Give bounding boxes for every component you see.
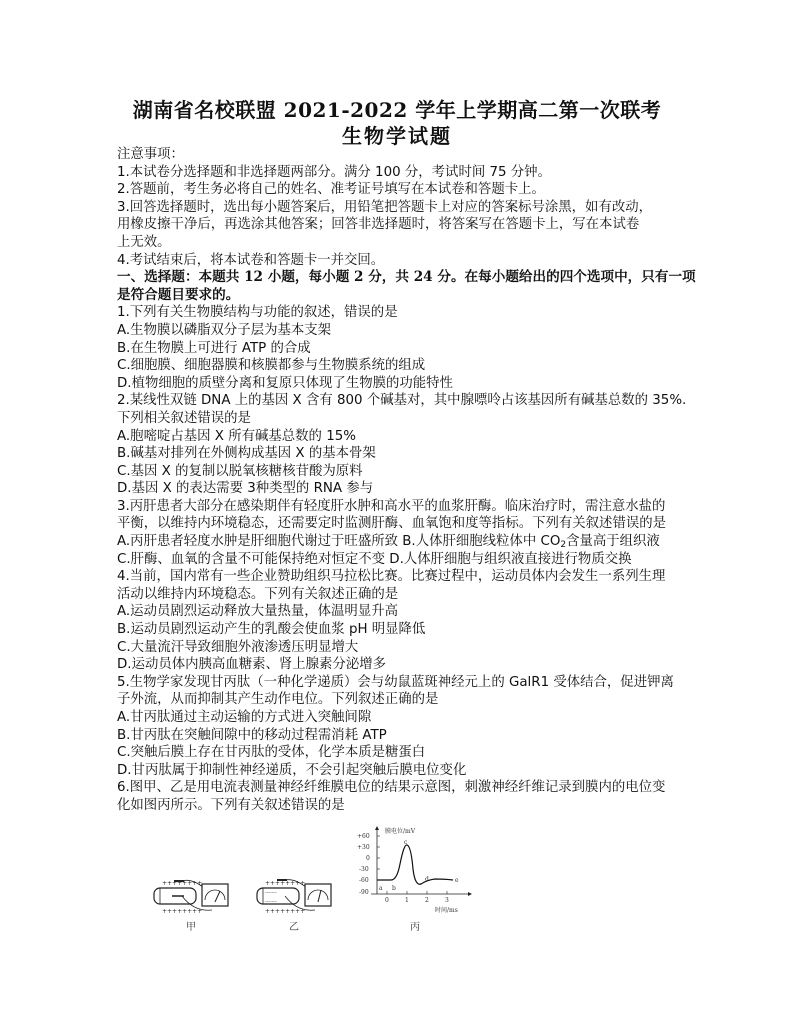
option-b: B.在生物膜上可进行 ATP 的合成 (117, 340, 311, 356)
svg-text:0: 0 (385, 897, 389, 904)
options-row-cd: C.肝酶、血氧的含量不可能保持绝对恒定不变 D.人体肝细胞与组织液直接进行物质交换 (117, 551, 632, 567)
figure-row (0, 818, 794, 938)
svg-text:0: 0 (366, 855, 370, 862)
option-d: D.运动员体内胰高血糖素、肾上腺素分泌增多 (117, 657, 386, 673)
nerve-fiber-galvanometer-diagram-jia (152, 876, 232, 916)
option-d: D.基因 X 的表达需要 3种类型的 RNA 参与 (117, 481, 374, 497)
membrane-potential-chart (355, 824, 475, 914)
svg-text:e: e (455, 877, 459, 884)
notice-item: 上无效。 (117, 234, 171, 250)
svg-text:-60: -60 (359, 877, 369, 884)
svg-text:-------: ------- (265, 899, 277, 905)
option-c: C.基因 X 的复制以脱氧核糖核苷酸为原料 (117, 463, 363, 479)
option-d: D.植物细胞的质壁分离和复原只体现了生物膜的功能特性 (117, 375, 453, 391)
svg-text:-30: -30 (359, 866, 369, 873)
option-a: A.胞嘧啶占基因 X 所有碱基总数的 15% (117, 428, 356, 444)
svg-text:时间/ms: 时间/ms (435, 907, 458, 914)
question-stem: 4.当前，国内常有一些企业赞助组织马拉松比赛。比赛过程中，运动员体内会发生一系列生理 (117, 569, 666, 585)
notice-item: 1.本试卷分选择题和非选择题两部分。满分 100 分，考试时间 75 分钟。 (117, 164, 551, 180)
svg-text:膜电位/mV: 膜电位/mV (385, 828, 416, 835)
svg-text:1: 1 (405, 897, 409, 904)
notice-heading: 注意事项： (117, 147, 184, 162)
section-heading: 一、选择题：本题共 12 小题，每小题 2 分，共 24 分。在每小题给出的四个选项中，只有一项 (117, 269, 696, 286)
question-stem: 6.图甲、乙是用电流表测量神经纤维膜电位的结果示意图，刺激神经纤维记录到膜内的电位变 (117, 780, 666, 796)
notice-item: 2.答题前，考生务必将自己的姓名、准考证号填写在本试卷和答题卡上。 (117, 182, 545, 198)
notice-item: 4.考试结束后，将本试卷和答题卡一并交回。 (117, 252, 385, 268)
svg-text:++++++++: ++++++++ (265, 880, 306, 887)
nerve-fiber-galvanometer-diagram-yi (255, 876, 335, 916)
option-a: A.甘丙肽通过主动运输的方式进入突触间隙 (117, 710, 372, 725)
options-ab-text: A.丙肝患者轻度水肿是肝细胞代谢过于旺盛所致 B.人体肝细胞线粒体中 CO (117, 534, 561, 550)
option-b: B.运动员剧烈运动产生的乳酸会使血浆 pH 明显降低 (117, 622, 426, 638)
option-b: B.碱基对排列在外侧构成基因 X 的基本骨架 (117, 446, 376, 462)
question-stem-cont: 活动以维持内环境稳态。下列有关叙述正确的是 (117, 586, 399, 602)
svg-text:++++++++: ++++++++ (162, 908, 203, 915)
subscript: 2 (560, 540, 567, 551)
svg-text:-------: ------- (265, 890, 277, 896)
question-stem: 3.丙肝患者大部分在感染期伴有轻度肝水肿和高水平的血浆肝酶。临床治疗时，需注意水盐的 (117, 498, 666, 514)
options-row-ab (117, 533, 692, 551)
question-stem: 2.某线性双链 DNA 上的基因 X 含有 800 个碱基对，其中腺嘌呤占该基因所有碱基总数的 35%. (117, 393, 687, 409)
option-c: C.突触后膜上存在甘丙肽的受体，化学本质是糖蛋白 (117, 745, 426, 761)
svg-text:+60: +60 (357, 833, 370, 840)
svg-text:3: 3 (445, 897, 449, 904)
paper-title: 湖南省名校联盟 2021-2022 学年上学期高二第一次联考 (132, 98, 662, 122)
svg-text:-90: -90 (359, 889, 369, 896)
question-stem-cont: 化如图丙所示。下列有关叙述错误的是 (117, 797, 345, 813)
notice-item: 用橡皮擦干净后，再选涂其他答案；回答非选择题时，将答案写在答题卡上，写在本试卷 (117, 217, 640, 233)
option-c: C.细胞膜、细胞器膜和核膜都参与生物膜系统的组成 (117, 358, 426, 374)
paper-subtitle: 生物学试题 (342, 124, 452, 148)
option-a: A.运动员剧烈运动释放大量热量，体温明显升高 (117, 604, 398, 620)
question-stem-cont: 平衡，以维持内环境稳态，还需要定时监测肝酶、血氧饱和度等指标。下列有关叙述错误的是 (117, 516, 667, 532)
svg-text:c: c (404, 839, 408, 846)
question-stem-cont: 子外流，从而抑制其产生动作电位。下列叙述正确的是 (117, 692, 439, 708)
figure-label-jia: 甲 (186, 922, 196, 933)
figure-label-yi: 乙 (289, 922, 299, 933)
option-a: A.生物膜以磷脂双分子层为基本支架 (117, 322, 332, 338)
figure-label-bing: 丙 (410, 922, 420, 933)
question-stem-cont: 下列相关叙述错误的是 (117, 410, 251, 426)
question-stem: 5.生物学家发现甘丙肽（一种化学递质）会与幼鼠蓝斑神经元上的 GalR1 受体结合，促进钾离 (117, 674, 674, 690)
svg-text:+30: +30 (357, 844, 370, 851)
svg-text:2: 2 (425, 897, 429, 904)
option-b: B.甘丙肽在突触间隙中的移动过程需消耗 ATP (117, 727, 387, 743)
svg-text:++++++++: ++++++++ (265, 908, 306, 915)
svg-text:++++++++: ++++++++ (162, 880, 203, 887)
section-heading-cont: 是符合题目要求的。 (117, 286, 240, 303)
svg-text:a: a (379, 885, 383, 892)
options-ab-text-end: 含量高于组织液 (566, 534, 660, 550)
question-stem: 1.下列有关生物膜结构与功能的叙述，错误的是 (117, 305, 398, 321)
option-d: D.甘丙肽属于抑制性神经递质，不会引起突触后膜电位变化 (117, 762, 467, 778)
svg-text:b: b (392, 885, 396, 892)
notice-item: 3.回答选择题时，选出每小题答案后，用铅笔把答题卡上对应的答案标号涂黑，如有改动， (117, 199, 653, 215)
paper-body (117, 146, 696, 815)
option-c: C.大量流汗导致细胞外液渗透压明显增大 (117, 639, 359, 655)
svg-text:d: d (425, 876, 429, 883)
